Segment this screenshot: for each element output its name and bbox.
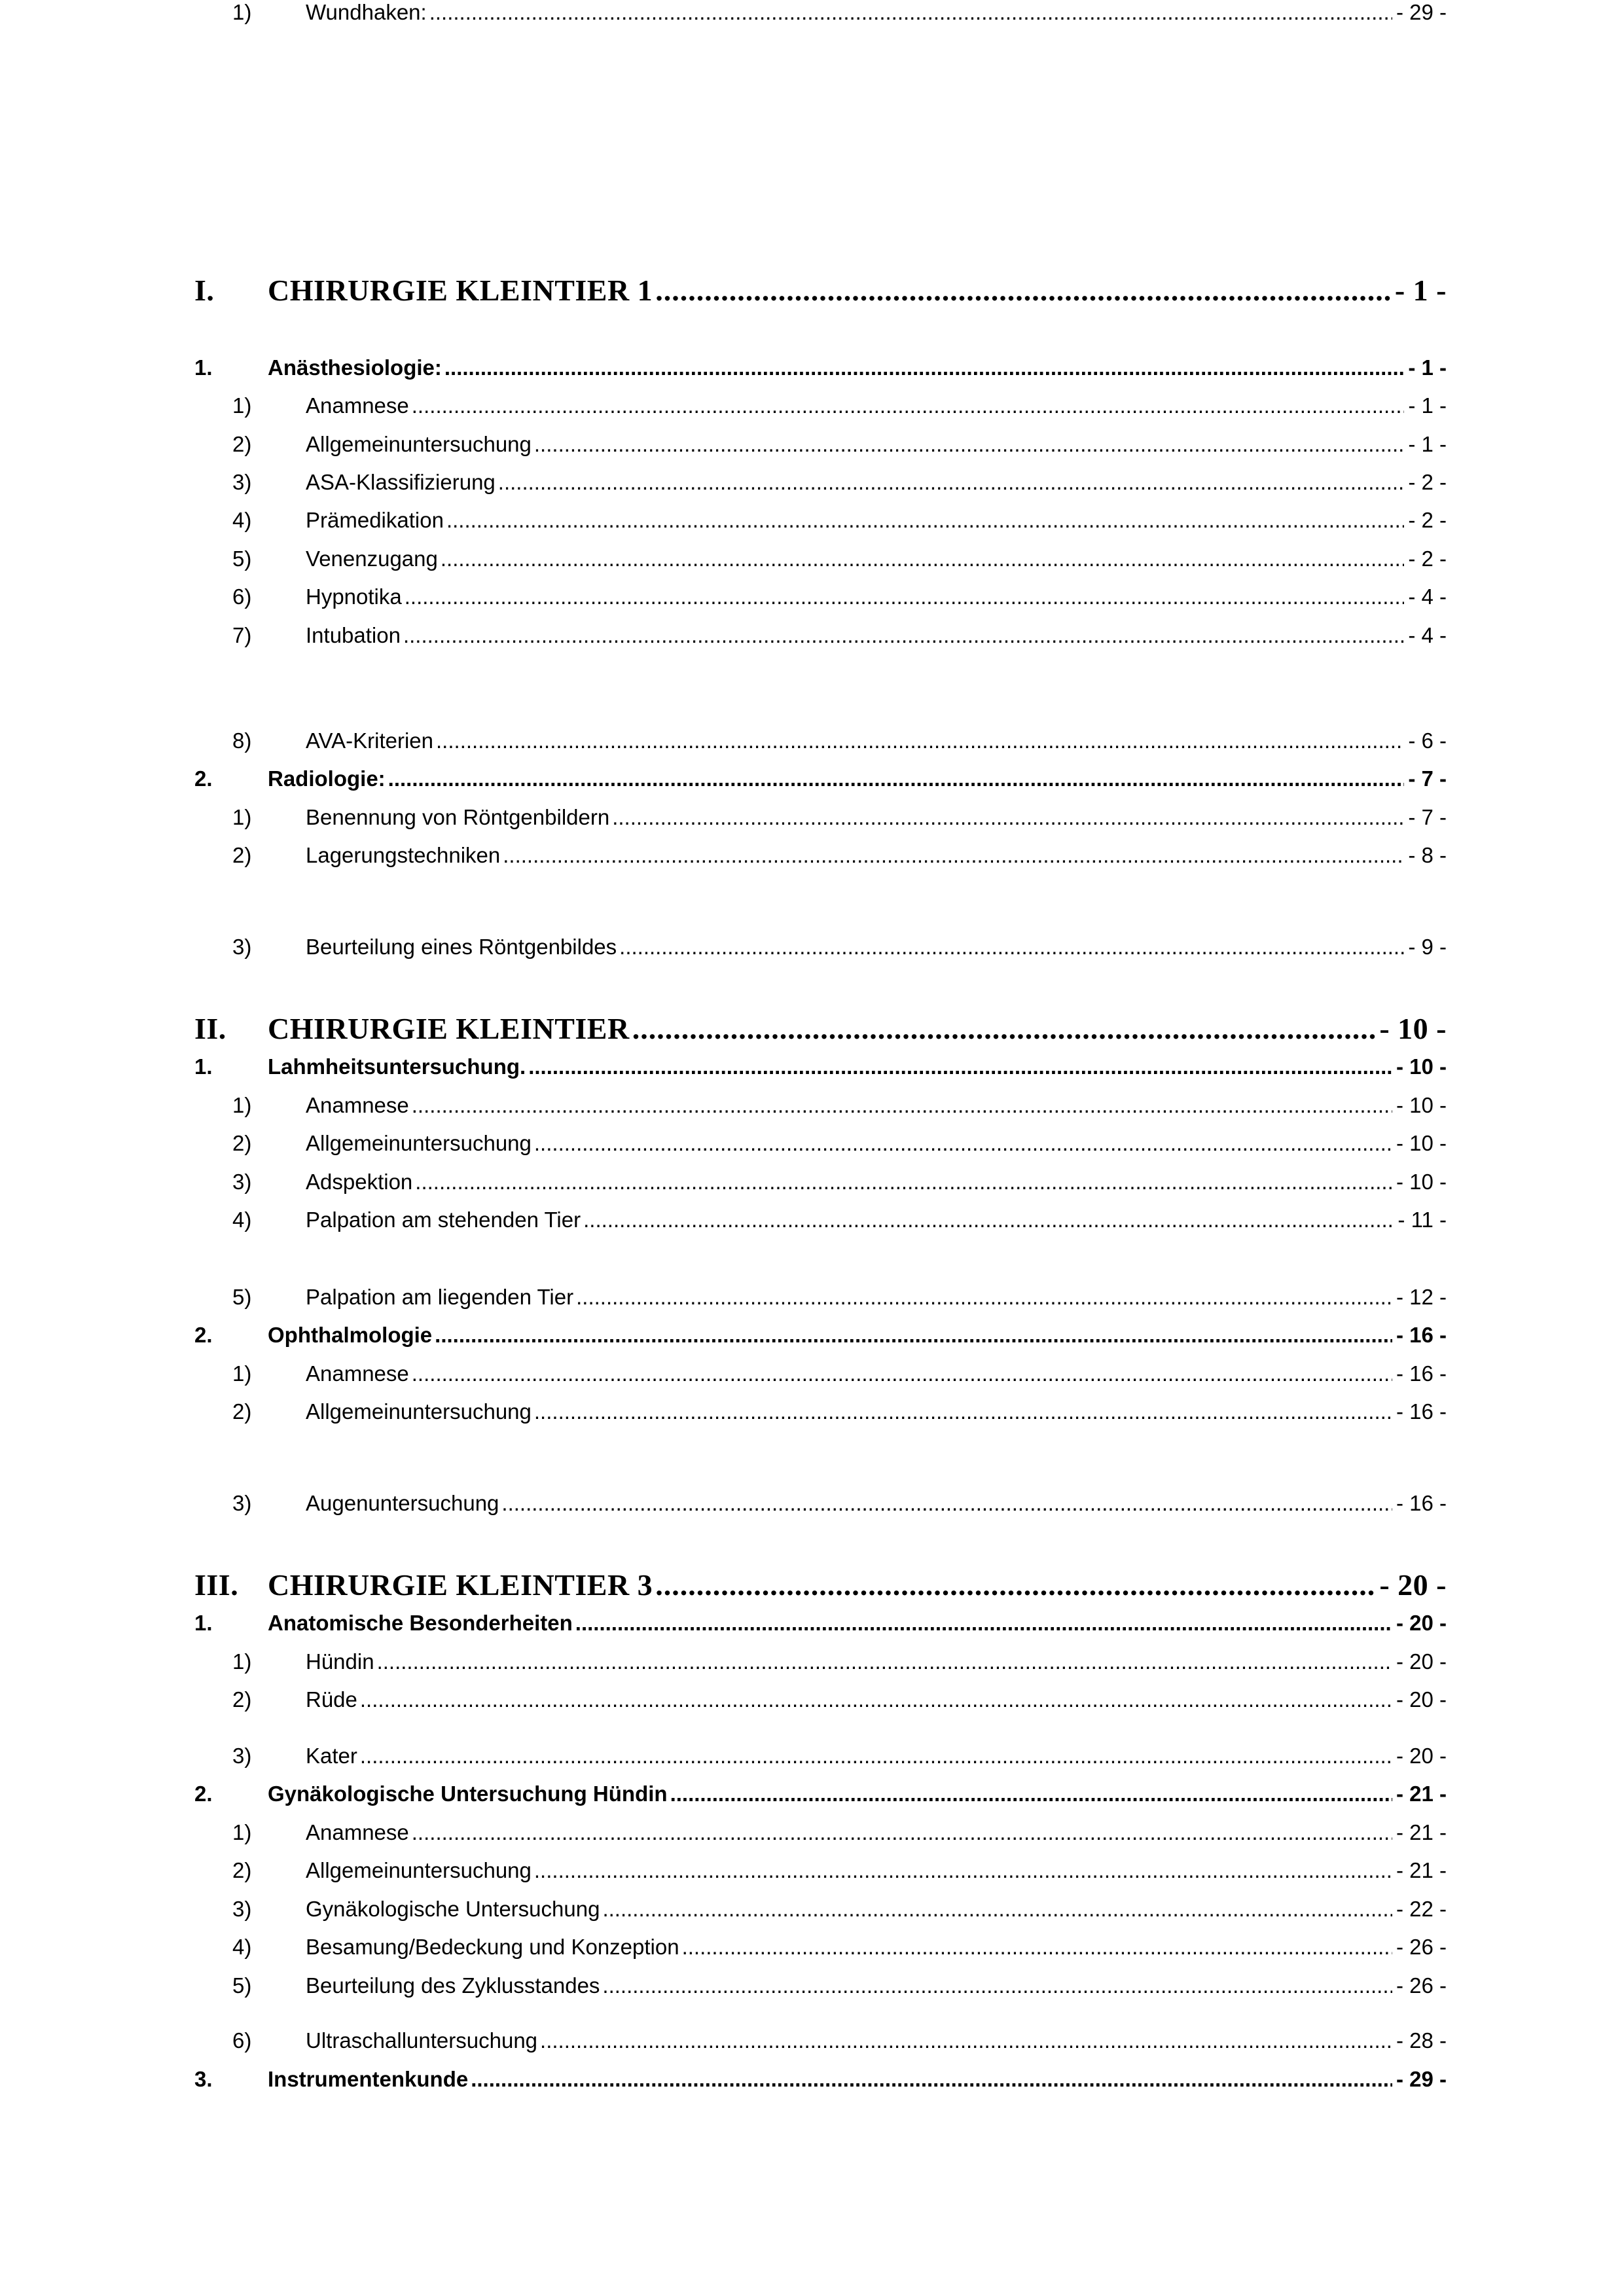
dot-leader xyxy=(388,766,1405,791)
toc-section-entry xyxy=(232,1973,1447,1998)
dot-leader xyxy=(682,1935,1392,1960)
toc-entry-number: 3) xyxy=(232,1744,252,1768)
toc-entry-title: CHIRURGIE KLEINTIER 3 xyxy=(268,1568,653,1602)
toc-entry-page-number: - 26 - xyxy=(1396,1935,1447,1959)
dot-leader xyxy=(534,1858,1392,1883)
toc-entry-title: Rüde xyxy=(306,1687,357,1712)
toc-entry-number: 1) xyxy=(232,1093,252,1117)
toc-entry-number: 3) xyxy=(232,1897,252,1921)
dot-leader xyxy=(655,1568,1375,1602)
toc-section-entry xyxy=(232,470,1447,495)
toc-entry-page-number: - 1 - xyxy=(1408,393,1447,418)
toc-section-entry xyxy=(232,1744,1447,1768)
toc-section-entry xyxy=(232,1897,1447,1922)
toc-section-entry xyxy=(232,935,1447,960)
toc-entry-number: 2. xyxy=(194,1323,213,1347)
toc-entry-title: CHIRURGIE KLEINTIER xyxy=(268,1012,630,1045)
toc-chapter-entry xyxy=(194,1323,1447,1348)
toc-entry-page-number: - 12 - xyxy=(1396,1285,1447,1309)
toc-entry-page-number: - 10 - xyxy=(1379,1012,1447,1045)
toc-entry-number: 1) xyxy=(232,0,252,24)
toc-entry-page-number: - 29 - xyxy=(1396,0,1447,24)
toc-entry-title: Anamnese xyxy=(306,1093,409,1117)
dot-leader xyxy=(471,2067,1392,2092)
toc-section-entry xyxy=(232,805,1447,830)
toc-entry-title: Anatomische Besonderheiten xyxy=(268,1611,573,1635)
toc-entry-number: 3) xyxy=(232,935,252,959)
toc-chapter-entry xyxy=(194,766,1447,791)
toc-section-entry xyxy=(232,1208,1447,1232)
dot-leader xyxy=(503,843,1404,868)
dot-leader xyxy=(412,393,1405,418)
dot-leader xyxy=(412,1361,1392,1386)
toc-entry-title: Anamnese xyxy=(306,393,409,418)
toc-entry-number: 1) xyxy=(232,1649,252,1674)
toc-entry-number: 1) xyxy=(232,1361,252,1386)
toc-entry-title: Gynäkologische Untersuchung Hündin xyxy=(268,1782,668,1806)
toc-entry-page-number: - 20 - xyxy=(1396,1611,1447,1635)
toc-entry-page-number: - 20 - xyxy=(1396,1744,1447,1768)
toc-entry-page-number: - 10 - xyxy=(1396,1054,1447,1079)
toc-entry-number: 3) xyxy=(232,1170,252,1194)
dot-leader xyxy=(446,508,1404,533)
toc-entry-title: Anamnese xyxy=(306,1361,409,1386)
dot-leader xyxy=(528,1054,1392,1079)
toc-entry-number: II. xyxy=(194,1012,226,1045)
toc-entry-title: Wundhaken: xyxy=(306,0,427,24)
toc-entry-page-number: - 28 - xyxy=(1396,2028,1447,2053)
toc-entry-title: Augenuntersuchung xyxy=(306,1491,499,1515)
toc-entry-number: 1) xyxy=(232,1820,252,1844)
dot-leader xyxy=(612,805,1404,830)
toc-section-entry xyxy=(232,2028,1447,2053)
toc-section-entry xyxy=(232,393,1447,418)
toc-part-entry xyxy=(194,1011,1447,1046)
toc-entry-title: Beurteilung des Zyklusstandes xyxy=(306,1973,600,1998)
toc-entry-number: 4) xyxy=(232,1935,252,1959)
toc-entry-page-number: - 4 - xyxy=(1408,584,1447,609)
dot-leader xyxy=(435,1323,1392,1348)
toc-entry-title: Allgemeinuntersuchung xyxy=(306,1399,532,1424)
toc-entry-page-number: - 8 - xyxy=(1408,843,1447,867)
toc-entry-title: Ophthalmologie xyxy=(268,1323,433,1347)
toc-entry-page-number: - 7 - xyxy=(1408,766,1447,791)
toc-section-entry xyxy=(232,1820,1447,1845)
toc-section-entry xyxy=(232,1858,1447,1883)
toc-entry-number: 1. xyxy=(194,1611,213,1635)
dot-leader xyxy=(444,355,1404,380)
toc-entry-title: Anamnese xyxy=(306,1820,409,1844)
dot-leader xyxy=(360,1744,1392,1768)
dot-leader xyxy=(632,1011,1376,1046)
toc-entry-number: 6) xyxy=(232,2028,252,2053)
toc-section-entry xyxy=(232,547,1447,571)
toc-entry-number: 4) xyxy=(232,508,252,532)
dot-leader xyxy=(575,1611,1392,1636)
toc-entry-title: Allgemeinuntersuchung xyxy=(306,1131,532,1155)
dot-leader xyxy=(412,1820,1392,1845)
toc-entry-page-number: - 16 - xyxy=(1396,1323,1447,1347)
toc-entry-title: Radiologie: xyxy=(268,766,386,791)
toc-entry-number: 1) xyxy=(232,393,252,418)
toc-entry-page-number: - 20 - xyxy=(1396,1687,1447,1712)
toc-entry-number: 2) xyxy=(232,843,252,867)
toc-entry-number: 2. xyxy=(194,766,213,791)
toc-entry-title: Beurteilung eines Röntgenbildes xyxy=(306,935,617,959)
dot-leader xyxy=(534,432,1404,457)
toc-entry-title: Intubation xyxy=(306,623,401,647)
toc-entry-number: 2. xyxy=(194,1782,213,1806)
toc-entry-title: Lahmheitsuntersuchung. xyxy=(268,1054,526,1079)
toc-entry-page-number: - 1 - xyxy=(1394,274,1447,307)
dot-leader xyxy=(405,584,1405,609)
toc-entry-number: 3) xyxy=(232,470,252,494)
toc-entry-number: 2) xyxy=(232,1858,252,1882)
toc-entry-title: Palpation am liegenden Tier xyxy=(306,1285,574,1309)
dot-leader xyxy=(501,1491,1392,1516)
toc-entry-page-number: - 11 - xyxy=(1398,1208,1447,1232)
toc-entry-title: Prämedikation xyxy=(306,508,444,532)
toc-entry-page-number: - 16 - xyxy=(1396,1491,1447,1515)
toc-entry-number: 2) xyxy=(232,1131,252,1155)
toc-entry-page-number: - 21 - xyxy=(1396,1820,1447,1844)
dot-leader xyxy=(602,1973,1392,1998)
toc-entry-number: 2) xyxy=(232,1399,252,1424)
toc-entry-page-number: - 10 - xyxy=(1396,1131,1447,1155)
toc-entry-title: CHIRURGIE KLEINTIER 1 xyxy=(268,274,653,307)
toc-entry-number: 1. xyxy=(194,1054,213,1079)
toc-entry-page-number: - 22 - xyxy=(1396,1897,1447,1921)
toc-section-entry xyxy=(232,432,1447,457)
toc-entry-number: 5) xyxy=(232,1973,252,1998)
toc-entry-page-number: - 6 - xyxy=(1408,728,1447,753)
toc-section-entry xyxy=(232,508,1447,533)
toc-entry-page-number: - 16 - xyxy=(1396,1361,1447,1386)
toc-entry-title: Allgemeinuntersuchung xyxy=(306,432,532,456)
toc-chapter-entry xyxy=(194,1611,1447,1636)
toc-entry-page-number: - 10 - xyxy=(1396,1170,1447,1194)
toc-section-entry xyxy=(232,0,1447,25)
toc-section-entry xyxy=(232,1093,1447,1118)
toc-entry-title: Benennung von Röntgenbildern xyxy=(306,805,610,829)
toc-entry-page-number: - 21 - xyxy=(1396,1858,1447,1882)
toc-entry-number: 3. xyxy=(194,2067,213,2091)
toc-entry-page-number: - 4 - xyxy=(1408,623,1447,647)
toc-entry-page-number: - 1 - xyxy=(1408,432,1447,456)
dot-leader xyxy=(441,547,1404,571)
toc-section-entry xyxy=(232,584,1447,609)
toc-section-entry xyxy=(232,1131,1447,1156)
toc-entry-page-number: - 9 - xyxy=(1408,935,1447,959)
toc-entry-number: I. xyxy=(194,274,215,307)
toc-section-entry xyxy=(232,1935,1447,1960)
toc-chapter-entry xyxy=(194,1054,1447,1079)
toc-entry-title: Hypnotika xyxy=(306,584,402,609)
toc-part-entry xyxy=(194,273,1447,308)
toc-entry-title: AVA-Kriterien xyxy=(306,728,434,753)
toc-entry-title: Besamung/Bedeckung und Konzeption xyxy=(306,1935,679,1959)
toc-entry-page-number: - 10 - xyxy=(1396,1093,1447,1117)
toc-chapter-entry xyxy=(194,1782,1447,1806)
toc-entry-title: ASA-Klassifizierung xyxy=(306,470,496,494)
dot-leader xyxy=(619,935,1404,960)
dot-leader xyxy=(583,1208,1394,1232)
toc-entry-title: Kater xyxy=(306,1744,357,1768)
toc-entry-number: III. xyxy=(194,1568,239,1602)
toc-section-entry xyxy=(232,1687,1447,1712)
toc-section-entry xyxy=(232,1170,1447,1194)
toc-entry-page-number: - 2 - xyxy=(1408,470,1447,494)
toc-entry-number: 5) xyxy=(232,547,252,571)
dot-leader xyxy=(415,1170,1392,1194)
toc-entry-title: Lagerungstechniken xyxy=(306,843,501,867)
toc-section-entry xyxy=(232,1649,1447,1674)
toc-chapter-entry xyxy=(194,2067,1447,2092)
toc-entry-title: Hündin xyxy=(306,1649,374,1674)
dot-leader xyxy=(534,1131,1392,1156)
toc-section-entry xyxy=(232,1399,1447,1424)
dot-leader xyxy=(429,0,1392,25)
dot-leader xyxy=(534,1399,1392,1424)
toc-section-entry xyxy=(232,843,1447,868)
dot-leader xyxy=(670,1782,1392,1806)
dot-leader xyxy=(412,1093,1392,1118)
toc-entry-page-number: - 21 - xyxy=(1396,1782,1447,1806)
dot-leader xyxy=(377,1649,1392,1674)
toc-entry-page-number: - 20 - xyxy=(1379,1568,1447,1602)
toc-entry-page-number: - 26 - xyxy=(1396,1973,1447,1998)
toc-section-entry xyxy=(232,1491,1447,1516)
toc-entry-page-number: - 2 - xyxy=(1408,508,1447,532)
toc-entry-number: 1. xyxy=(194,355,213,380)
toc-entry-page-number: - 1 - xyxy=(1408,355,1447,380)
toc-entry-title: Gynäkologische Untersuchung xyxy=(306,1897,600,1921)
dot-leader xyxy=(360,1687,1392,1712)
dot-leader xyxy=(540,2028,1392,2053)
toc-entry-number: 2) xyxy=(232,432,252,456)
toc-entry-page-number: - 20 - xyxy=(1396,1649,1447,1674)
toc-entry-number: 8) xyxy=(232,728,252,753)
toc-entry-title: Allgemeinuntersuchung xyxy=(306,1858,532,1882)
toc-entry-number: 4) xyxy=(232,1208,252,1232)
dot-leader xyxy=(498,470,1405,495)
toc-entry-page-number: - 2 - xyxy=(1408,547,1447,571)
toc-section-entry xyxy=(232,1361,1447,1386)
toc-section-entry xyxy=(232,623,1447,648)
toc-chapter-entry xyxy=(194,355,1447,380)
toc-section-entry xyxy=(232,728,1447,753)
toc-entry-number: 3) xyxy=(232,1491,252,1515)
dot-leader xyxy=(403,623,1404,648)
dot-leader xyxy=(655,273,1391,308)
toc-entry-title: Ultraschalluntersuchung xyxy=(306,2028,538,2053)
toc-entry-title: Venenzugang xyxy=(306,547,438,571)
toc-entry-page-number: - 7 - xyxy=(1408,805,1447,829)
toc-part-entry xyxy=(194,1568,1447,1602)
toc-entry-number: 5) xyxy=(232,1285,252,1309)
toc-entry-title: Instrumentenkunde xyxy=(268,2067,469,2091)
toc-entry-number: 7) xyxy=(232,623,252,647)
toc-entry-title: Anästhesiologie: xyxy=(268,355,442,380)
dot-leader xyxy=(602,1897,1392,1922)
dot-leader xyxy=(576,1285,1392,1310)
toc-entry-number: 1) xyxy=(232,805,252,829)
dot-leader xyxy=(436,728,1404,753)
toc-entry-page-number: - 16 - xyxy=(1396,1399,1447,1424)
toc-entry-number: 2) xyxy=(232,1687,252,1712)
toc-entry-title: Adspektion xyxy=(306,1170,413,1194)
toc-entry-page-number: - 29 - xyxy=(1396,2067,1447,2091)
toc-entry-number: 6) xyxy=(232,584,252,609)
toc-section-entry xyxy=(232,1285,1447,1310)
toc-entry-title: Palpation am stehenden Tier xyxy=(306,1208,581,1232)
